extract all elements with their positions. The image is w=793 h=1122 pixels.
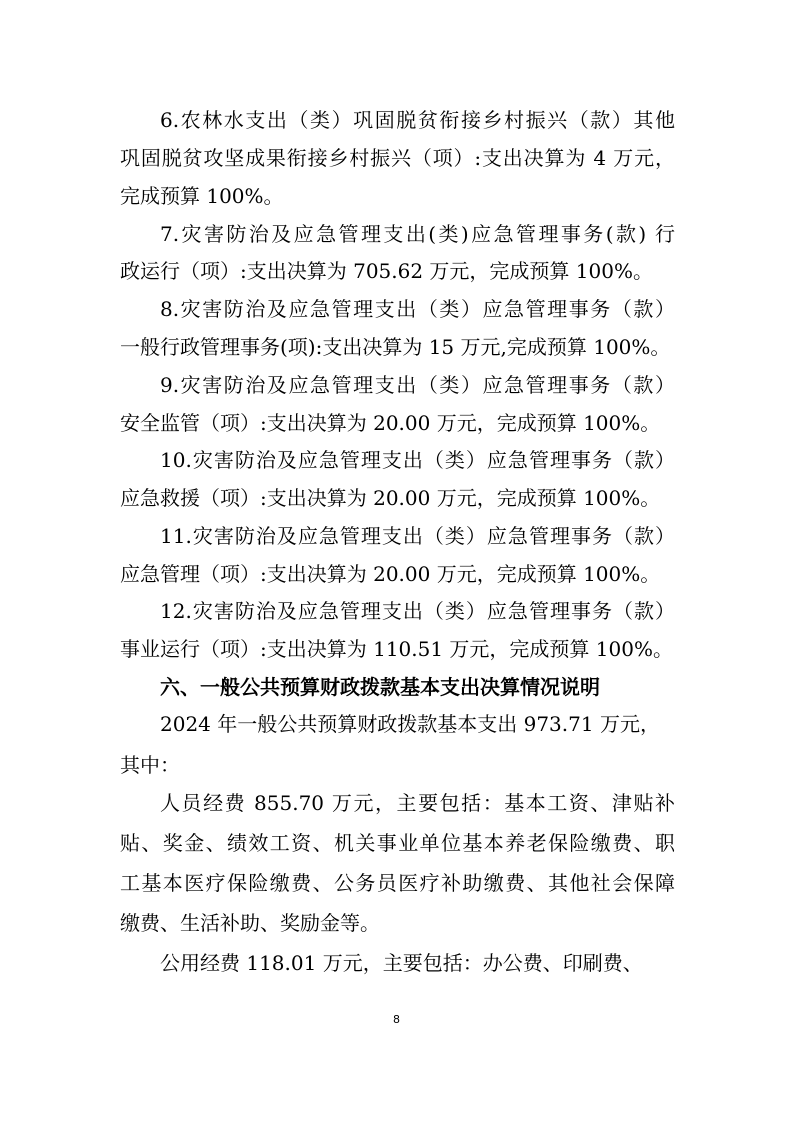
personnel-line-4: 缴费、生活补助、奖励金等。 — [120, 911, 380, 935]
page-number: 8 — [393, 1013, 400, 1026]
item-10-line-1: 10.灾害防治及应急管理支出（类）应急管理事务（款） — [160, 448, 675, 472]
item-8-line-1: 8.灾害防治及应急管理支出（类）应急管理事务（款） — [160, 297, 675, 321]
item-8-line-2: 一般行政管理事务(项):支出决算为 15 万元,完成预算 100%。 — [120, 335, 671, 359]
public-expense-line-1: 公用经费 118.01 万元，主要包括：办公费、印刷费、 — [160, 951, 643, 975]
item-11-line-2: 应急管理（项）:支出决算为 20.00 万元，完成预算 100%。 — [120, 562, 661, 586]
item-6-line-2: 巩固脱贫攻坚成果衔接乡村振兴（项）:支出决算为 4 万元， — [120, 146, 675, 170]
item-7-line-1: 7.灾害防治及应急管理支出(类)应急管理事务(款) 行 — [160, 222, 675, 246]
section-heading: 六、一般公共预算财政拨款基本支出决算情况说明 — [160, 675, 600, 699]
item-6-line-3: 完成预算 100%。 — [120, 184, 284, 208]
item-6-line-1: 6.农林水支出（类）巩固脱贫衔接乡村振兴（款）其他 — [160, 108, 675, 132]
personnel-line-3: 工基本医疗保险缴费、公务员医疗补助缴费、其他社会保障 — [120, 871, 675, 895]
item-9-line-2: 安全监管（项）:支出决算为 20.00 万元，完成预算 100%。 — [120, 411, 661, 435]
item-7-line-2: 政运行（项）:支出决算为 705.62 万元，完成预算 100%。 — [120, 259, 653, 283]
item-11-line-1: 11.灾害防治及应急管理支出（类）应急管理事务（款） — [160, 524, 675, 548]
personnel-line-1: 人员经费 855.70 万元，主要包括：基本工资、津贴补 — [160, 791, 675, 815]
summary-line-2: 其中： — [120, 753, 180, 777]
item-12-line-2: 事业运行（项）:支出决算为 110.51 万元，完成预算 100%。 — [120, 637, 673, 661]
item-10-line-2: 应急救援（项）:支出决算为 20.00 万元，完成预算 100%。 — [120, 486, 661, 510]
personnel-line-2: 贴、奖金、绩效工资、机关事业单位基本养老保险缴费、职 — [120, 831, 675, 855]
item-12-line-1: 12.灾害防治及应急管理支出（类）应急管理事务（款） — [160, 599, 675, 623]
item-9-line-1: 9.灾害防治及应急管理支出（类）应急管理事务（款） — [160, 373, 675, 397]
summary-line-1: 2024 年一般公共预算财政拨款基本支出 973.71 万元， — [160, 712, 660, 736]
